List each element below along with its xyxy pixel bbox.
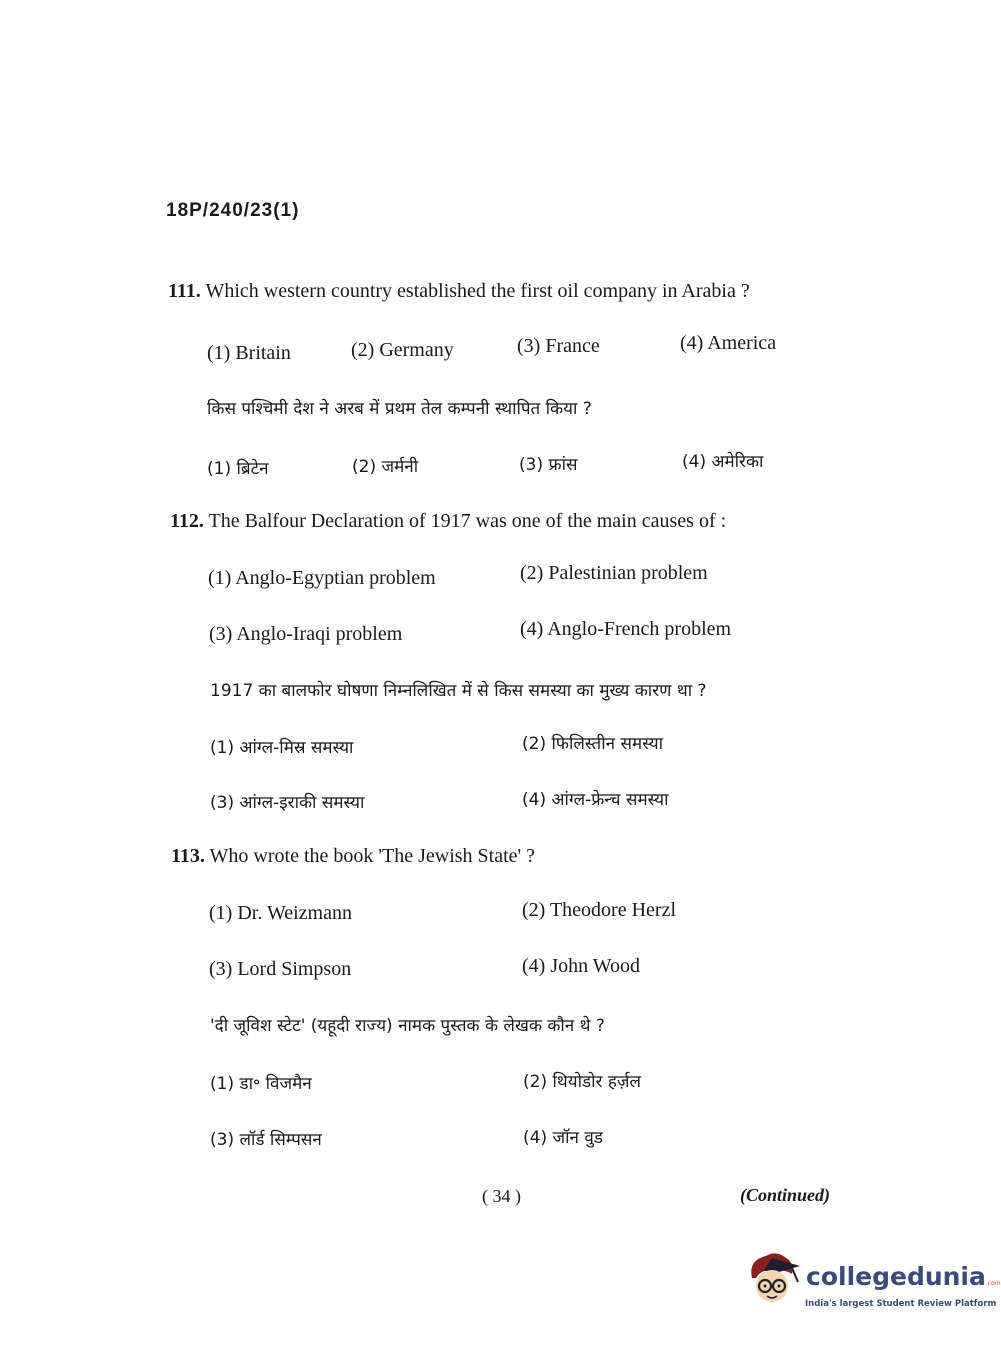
mascot-icon (742, 1248, 804, 1310)
paper-code: 18P/240/23(1) (166, 200, 300, 221)
option-en: (3) France (517, 335, 600, 357)
option-hi: (2) जर्मनी (352, 457, 419, 477)
option-hi: (3) फ्रांस (519, 455, 578, 475)
option-hi: (4) अमेरिका (682, 452, 764, 472)
option-en: (3) Anglo-Iraqi problem (209, 623, 403, 645)
option-en: (3) Lord Simpson (209, 958, 352, 980)
option-en: (4) John Wood (522, 955, 641, 977)
question-number: 112. (170, 510, 204, 532)
option-en: (2) Germany (351, 339, 454, 361)
option-hi: (3) लॉर्ड सिम्पसन (210, 1130, 322, 1150)
option-hi: (1) आंग्ल-मिस्र समस्या (210, 738, 354, 758)
option-en: (4) America (680, 332, 777, 354)
question-text-hi: किस पश्चिमी देश ने अरब में प्रथम तेल कम्पनी स्थापित किया ? (207, 399, 592, 419)
option-hi: (4) जॉन वुड (523, 1128, 603, 1148)
option-hi: (1) ब्रिटेन (207, 459, 269, 479)
option-en: (2) Theodore Herzl (522, 899, 677, 921)
brand-logo (806, 1262, 1001, 1291)
option-hi: (4) आंग्ल-फ्रेन्च समस्या (522, 790, 669, 810)
option-hi: (3) आंग्ल-इराकी समस्या (210, 793, 365, 813)
option-en: (4) Anglo-French problem (520, 618, 732, 640)
question-number: 113. (171, 845, 205, 867)
question-113 (171, 845, 535, 868)
option-en: (1) Anglo-Egyptian problem (208, 567, 436, 589)
brand-domain: .com (985, 1280, 1001, 1287)
option-en: (2) Palestinian problem (520, 562, 708, 584)
option-hi: (2) थियोडोर हर्ज़ल (523, 1072, 642, 1092)
question-text-en: Which western country established the first oil company in Arabia ? (205, 280, 750, 302)
option-en: (1) Britain (207, 342, 291, 364)
page-number: ( 34 ) (482, 1186, 521, 1206)
option-hi: (1) डा॰ विजमैन (210, 1074, 312, 1094)
option-hi: (2) फिलिस्तीन समस्या (522, 734, 664, 754)
question-text-hi: 1917 का बालफोर घोषणा निम्नलिखित में से किस समस्या का मुख्य कारण था ? (210, 681, 707, 701)
continued-label: (Continued) (740, 1185, 831, 1205)
question-text-hi: 'दी जूविश स्टेट' (यहूदी राज्य) नामक पुस्तक के लेखक कौन थे ? (210, 1016, 605, 1036)
question-text-en: The Balfour Declaration of 1917 was one of the main causes of : (208, 510, 727, 532)
question-111 (168, 280, 750, 303)
question-text-en: Who wrote the book 'The Jewish State' ? (209, 845, 536, 867)
brand-name: collegedunia (806, 1262, 986, 1291)
question-number: 111. (168, 280, 201, 302)
option-en: (1) Dr. Weizmann (209, 902, 352, 924)
brand-tagline: India's largest Student Review Platform (805, 1299, 997, 1309)
question-112 (170, 510, 726, 533)
